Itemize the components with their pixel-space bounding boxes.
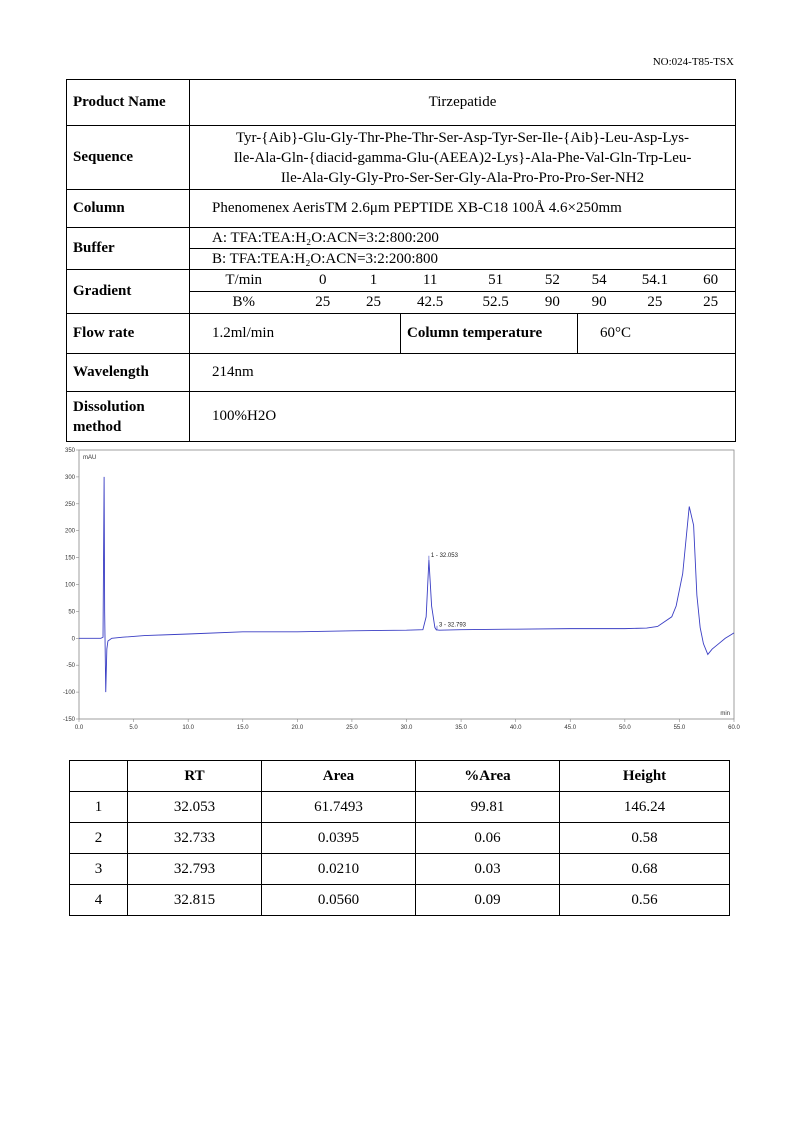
cell-rt: 32.815: [128, 885, 262, 916]
gradient-cell: 90: [591, 294, 607, 310]
y-tick-label: 250: [64, 501, 75, 508]
table-row: [70, 823, 730, 854]
x-tick-label: 60.0: [728, 725, 740, 731]
y-tick-label: 50: [68, 609, 75, 616]
row-wavelength: [67, 354, 736, 392]
gradient-cell: 51: [461, 270, 529, 292]
row-dissolution: [67, 392, 736, 442]
label-dissolution-line1: Dissolution: [73, 398, 145, 415]
gradient-cell: 52: [530, 270, 575, 292]
x-tick-label: 35.0: [455, 725, 467, 731]
x-tick-label: 5.0: [129, 725, 138, 731]
table-row: [70, 854, 730, 885]
y-tick-label: -50: [66, 663, 75, 670]
y-tick-label: -150: [62, 717, 75, 723]
spec-table: [66, 79, 736, 442]
cell-index: 1: [70, 792, 128, 823]
value-flow-rate: 1.2ml/min: [190, 314, 401, 354]
peak-label: 1 - 32.053: [430, 552, 458, 559]
row-gradient: [67, 270, 736, 314]
cell-percent-area: 0.06: [416, 823, 560, 854]
value-wavelength: 214nm: [190, 354, 736, 392]
x-tick-label: 0.0: [74, 725, 84, 731]
x-axis-label: min: [720, 711, 730, 717]
peak-label: 3 - 32.793: [438, 622, 467, 629]
cell-height: 0.68: [560, 854, 730, 885]
x-tick-label: 50.0: [618, 725, 631, 731]
header-height: Height: [560, 761, 730, 792]
plot-frame: [79, 450, 734, 719]
cell-area: 61.7493: [262, 792, 416, 823]
label-column-temperature: Column temperature: [401, 314, 578, 354]
gradient-cell: 11: [399, 270, 462, 292]
cell-height: 0.56: [560, 885, 730, 916]
label-product-name: Product Name: [67, 80, 190, 126]
row-product-name: [67, 80, 736, 126]
sequence-line-1: Tyr-{Aib}-Glu-Gly-Thr-Phe-Thr-Ser-Asp-Tyr-Ser-Ile-{Aib}-Leu-Asp-Lys-: [235, 129, 690, 146]
value-column: Phenomenex AerisTM 2.6μm PEPTIDE XB-C18 100Å 4.6×250mm: [190, 190, 736, 228]
gradient-cell: 25: [647, 294, 663, 310]
x-tick-label: 30.0: [400, 725, 413, 731]
y-tick-label: 350: [64, 448, 75, 454]
gradient-cell: 25: [365, 294, 381, 310]
gradient-cell: 0: [297, 270, 348, 292]
cell-rt: 32.733: [128, 823, 262, 854]
label-column: Column: [67, 190, 190, 228]
gradient-cell: B%: [232, 294, 255, 310]
x-tick-label: 40.0: [509, 725, 522, 731]
buffer-a: A: TFA:TEA:H₂O:ACN=3:2:800:200: [190, 228, 735, 249]
cell-percent-area: 0.03: [416, 854, 560, 885]
x-tick-label: 15.0: [236, 725, 249, 731]
gradient-cell: T/min: [190, 270, 297, 292]
label-buffer: Buffer: [67, 228, 190, 270]
header-percent-area: %Area: [416, 761, 560, 792]
value-product-name: Tirzepatide: [190, 80, 736, 126]
x-tick-label: 25.0: [346, 725, 358, 731]
document-number: NO:024-T85-TSX: [652, 56, 734, 68]
x-tick-label: 20.0: [291, 725, 304, 731]
y-tick-label: 150: [64, 555, 75, 562]
row-buffer: [67, 228, 736, 270]
label-wavelength: Wavelength: [67, 354, 190, 392]
label-dissolution-line2: method: [73, 418, 122, 435]
cell-percent-area: 99.81: [416, 792, 560, 823]
gradient-cell: 90: [544, 294, 560, 310]
x-tick-label: 55.0: [673, 725, 686, 731]
cell-rt: 32.793: [128, 854, 262, 885]
cell-percent-area: 0.09: [416, 885, 560, 916]
cell-height: 0.58: [560, 823, 730, 854]
table-row: [70, 885, 730, 916]
label-sequence: Sequence: [67, 126, 190, 190]
gradient-time-row: [190, 270, 735, 292]
gradient-cell: 54.1: [624, 270, 687, 292]
results-header-row: [70, 761, 730, 792]
gradient-cell: 52.5: [482, 294, 509, 310]
label-flow-rate: Flow rate: [67, 314, 190, 354]
cell-rt: 32.053: [128, 792, 262, 823]
gradient-cell: 1: [348, 270, 399, 292]
value-dissolution: 100%H2O: [190, 392, 736, 442]
header-rt: RT: [128, 761, 262, 792]
gradient-cell: 54: [575, 270, 624, 292]
cell-area: 0.0395: [262, 823, 416, 854]
y-tick-label: 200: [64, 528, 75, 535]
y-tick-label: -100: [62, 690, 75, 697]
y-axis-label: mAU: [83, 455, 97, 461]
cell-index: 3: [70, 854, 128, 885]
gradient-percent-row: [190, 292, 735, 314]
header-area: Area: [262, 761, 416, 792]
gradient-cell: 25: [315, 294, 331, 310]
table-row: [70, 792, 730, 823]
cell-index: 4: [70, 885, 128, 916]
sequence-line-3: Ile-Ala-Gly-Gly-Pro-Ser-Ser-Gly-Ala-Pro-Pro-Pro-Ser-NH2: [280, 169, 645, 186]
results-table: [69, 760, 730, 916]
value-buffer: [190, 228, 736, 270]
cell-area: 0.0560: [262, 885, 416, 916]
header-index: [70, 761, 128, 792]
label-dissolution: [67, 392, 190, 442]
gradient-table: [190, 270, 735, 313]
y-tick-label: 100: [64, 582, 75, 589]
value-column-temperature: 60°C: [578, 314, 736, 354]
gradient-cell: 60: [686, 270, 735, 292]
row-column: [67, 190, 736, 228]
value-gradient: [190, 270, 736, 314]
gradient-cell: 25: [703, 294, 719, 310]
cell-height: 146.24: [560, 792, 730, 823]
chromatogram-chart: [62, 444, 740, 734]
row-sequence: [67, 126, 736, 190]
cell-area: 0.0210: [262, 854, 416, 885]
x-tick-label: 10.0: [182, 725, 195, 731]
buffer-b: B: TFA:TEA:H₂O:ACN=3:2:200:800: [212, 251, 439, 267]
y-tick-label: 0: [71, 636, 75, 643]
y-tick-label: 300: [64, 474, 75, 481]
cell-index: 2: [70, 823, 128, 854]
gradient-cell: 42.5: [416, 294, 444, 310]
value-sequence: [190, 126, 736, 190]
label-gradient: Gradient: [67, 270, 190, 314]
row-flow-rate: [67, 314, 736, 354]
x-tick-label: 45.0: [564, 725, 577, 731]
sequence-line-2: Ile-Ala-Gln-{diacid-gamma-Glu-(AEEA)2-Lys}-Ala-Phe-Val-Gln-Trp-Leu-: [233, 149, 692, 166]
